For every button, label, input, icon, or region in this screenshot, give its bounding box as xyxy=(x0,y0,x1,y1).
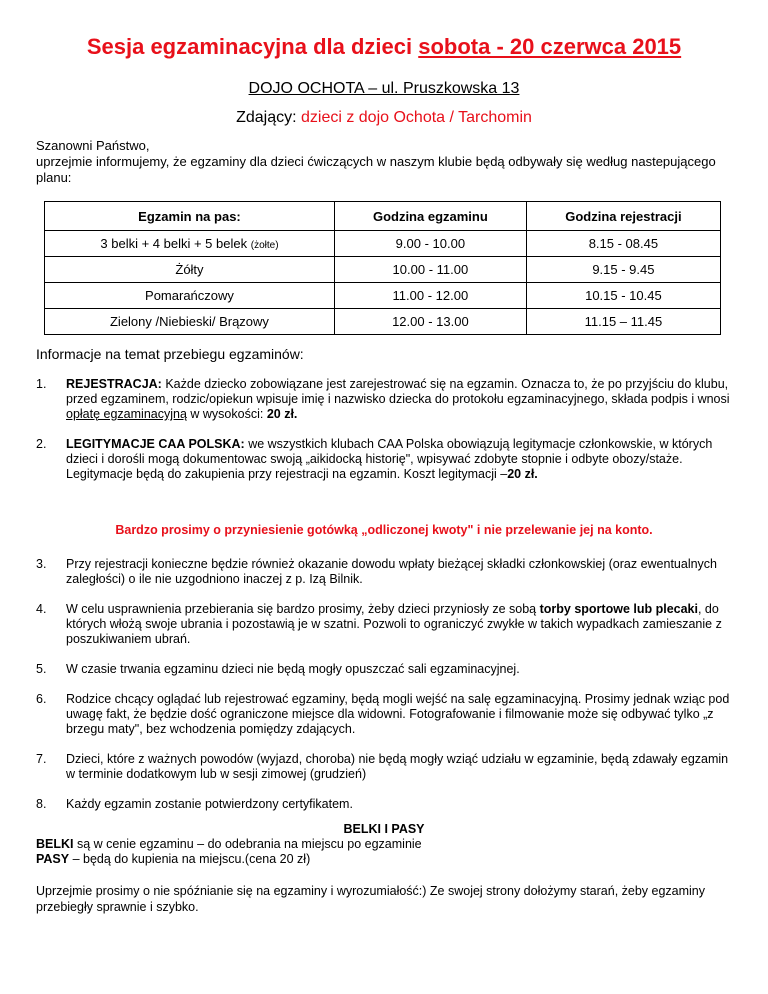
registration-time-cell: 10.15 - 10.45 xyxy=(526,283,720,309)
intro-paragraph xyxy=(36,138,726,186)
item-number: 7. xyxy=(36,752,47,766)
list-item xyxy=(36,602,736,647)
info-heading: Informacje na temat przebiegu egzaminów: xyxy=(36,346,304,362)
belki-text: są w cenie egzaminu – do odebrania na miejscu po egzaminie xyxy=(73,837,422,851)
item-number: 2. xyxy=(36,437,47,451)
list-item xyxy=(36,557,736,587)
item-number: 1. xyxy=(36,377,47,391)
candidates-line xyxy=(0,109,768,127)
list-item xyxy=(36,797,736,812)
exam-time-cell: 9.00 - 10.00 xyxy=(334,231,526,257)
table-row xyxy=(45,309,721,335)
exam-time-cell: 10.00 - 11.00 xyxy=(334,257,526,283)
belki-title: BELKI I PASY xyxy=(343,822,425,836)
header-registration-time: Godzina rejestracji xyxy=(526,202,720,231)
pasy-label: PASY xyxy=(36,852,70,866)
item-number: 8. xyxy=(36,797,47,811)
list-item xyxy=(36,377,736,422)
title-main: Sesja egzaminacyjna dla dzieci xyxy=(86,34,413,59)
greeting: Szanowni Państwo, xyxy=(36,138,150,153)
belki-label: BELKI xyxy=(36,837,74,851)
item-number: 6. xyxy=(36,692,47,706)
table-row xyxy=(45,257,721,283)
belki-lines xyxy=(36,837,422,867)
belt-cell: Żółty xyxy=(45,257,335,283)
item-text: we wszystkich klubach CAA Polska obowiązują legitymacje członkowskie, w których dzieci i dorośli mogą dokumentowac swoją „aikidocką historię", wpisywać zdobyte stopnie i odbyte obozy/staże. Legitymacje będą do zakupienia przy rejestracji na egzamin. Koszt legitymacji – xyxy=(66,437,713,481)
registration-time-cell: 9.15 - 9.45 xyxy=(526,257,720,283)
pasy-line xyxy=(36,852,422,867)
item-text: W celu usprawnienia przebierania się bardzo prosimy, żeby dzieci przyniosły ze sobą xyxy=(66,602,540,616)
belki-line xyxy=(36,837,422,852)
belt-cell: Pomarańczowy xyxy=(45,283,335,309)
title-date: sobota - 20 czerwca 2015 xyxy=(418,34,682,59)
page-title xyxy=(0,34,768,60)
belt-cell: Zielony /Niebieski/ Brązowy xyxy=(45,309,335,335)
pasy-text: – będą do kupienia na miejscu.(cena 20 zł) xyxy=(69,852,311,866)
item-text: Rodzice chcący oglądać lub rejestrować egzaminy, będą mogli wejść na salę egzaminacyjną. Prosimy jednak wziąc pod uwagę fakt, że będzie dość ograniczone miejsce dla widowni. Fotografowanie i filmowanie może się odbywać tylko „z brzegu maty", bez wchodzenia pomiędzy zdających. xyxy=(66,692,730,736)
registration-time-cell: 11.15 – 11.45 xyxy=(526,309,720,335)
item-text: w wysokości: xyxy=(186,407,267,421)
list-item xyxy=(36,692,736,737)
table-row xyxy=(45,283,721,309)
item-text: W czasie trwania egzaminu dzieci nie będą mogły opuszczać sali egzaminacyjnej. xyxy=(66,662,520,676)
cash-note: Bardzo prosimy o przyniesienie gotówką „odliczonej kwoty" i nie przelewanie jej na konto. xyxy=(115,523,653,537)
header-belt: Egzamin na pas: xyxy=(45,202,335,231)
item-number: 3. xyxy=(36,557,47,571)
list-item xyxy=(36,662,736,677)
item-text: Każde dziecko zobowiązane jest zarejestrować się na egzamin. Oznacza to, że po przyjściu do klubu, przed egzaminem, rodzic/opiekun wpisuje imię i nazwisko dziecka do protokołu egzaminacyjnego, składa podpis i wnosi xyxy=(66,377,730,406)
item-text: , do których włożą swoje ubrania i pozostawią je w szatni. Pozwoli to ograniczyć zwykłe w takich wypadkach zamieszanie z poszukiwaniem ubrań. xyxy=(66,602,722,646)
info-list-part2 xyxy=(36,557,736,812)
item-underlined: opłatę egzaminacyjną xyxy=(66,407,187,421)
schedule-table xyxy=(44,201,721,335)
candidates-label: Zdający: xyxy=(236,109,297,126)
item-bold-lead: LEGITYMACJE CAA POLSKA: xyxy=(66,437,245,451)
item-number: 4. xyxy=(36,602,47,616)
item-bold-lead: REJESTRACJA: xyxy=(66,377,162,391)
closing-paragraph: Uprzejmie prosimy o nie spóźnianie się na egzaminy i wyrozumiałość:) Ze swojej strony dołożymy starań, żeby egzaminy przebiegły sprawnie i szybko. xyxy=(36,884,706,914)
item-bold-mid: torby sportowe lub plecaki xyxy=(539,602,698,616)
item-text: Dzieci, które z ważnych powodów (wyjazd, choroba) nie będą mogły wziąć udziału w egzaminie, będą zdawały egzamin w terminie dodatkowym lub w sesji zimowej (grudzień) xyxy=(66,752,729,781)
exam-time-cell: 12.00 - 13.00 xyxy=(334,309,526,335)
intro-text: uprzejmie informujemy, że egzaminy dla dzieci ćwiczących w naszym klubie będą odbywały się według nastepującego planu: xyxy=(36,154,716,185)
header-exam-time: Godzina egzaminu xyxy=(334,202,526,231)
table-row xyxy=(45,231,721,257)
item-text: Przy rejestracji konieczne będzie również okazanie dowodu wpłaty bieżącej składki członkowskiej (oraz ewentualnych zaległości) o ile nie uzgodniono inaczej z p. Izą Bilnik. xyxy=(66,557,718,586)
item-number: 5. xyxy=(36,662,47,676)
candidates-value: dzieci z dojo Ochota / Tarchomin xyxy=(300,109,532,126)
belt-name: 3 belki + 4 belki + 5 belek xyxy=(100,236,248,251)
item-bold-tail: 20 zł. xyxy=(266,407,298,421)
registration-time-cell: 8.15 - 08.45 xyxy=(526,231,720,257)
item-text: Każdy egzamin zostanie potwierdzony certyfikatem. xyxy=(66,797,353,811)
exam-time-cell: 11.00 - 12.00 xyxy=(334,283,526,309)
list-item xyxy=(36,437,736,482)
list-item xyxy=(36,752,736,782)
venue-line: DOJO OCHOTA – ul. Pruszkowska 13 xyxy=(248,80,520,97)
belt-note: (żołte) xyxy=(250,240,279,251)
belt-cell xyxy=(45,231,335,257)
item-bold-tail: 20 zł. xyxy=(507,467,538,481)
table-header-row xyxy=(45,202,721,231)
info-list-part1 xyxy=(36,377,736,482)
